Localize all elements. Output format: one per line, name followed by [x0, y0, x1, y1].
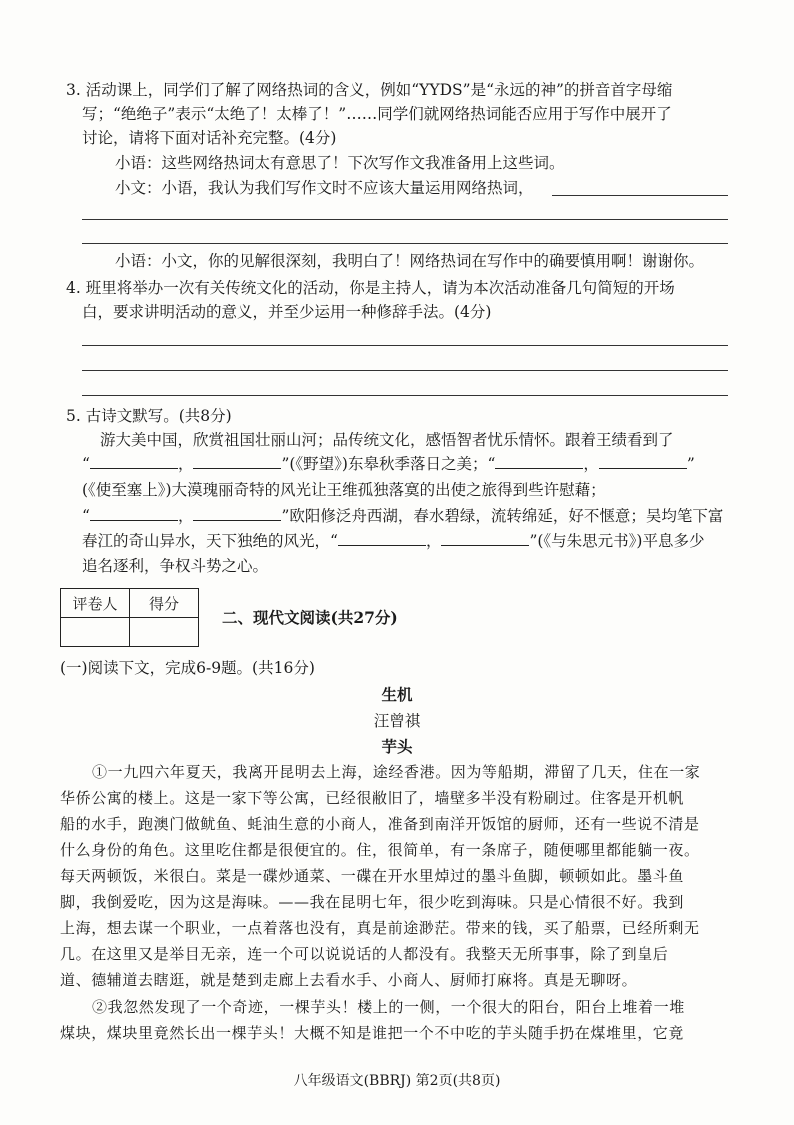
- q5-line-4: “ ， ”欧阳修泛舟西湖，春水碧绿，流转绵延，好不惬意；吴均笔下富: [82, 507, 724, 525]
- article-author: 汪曾祺: [373, 712, 421, 730]
- paragraph-line: 几。在这里又是举目无亲，连一个可以说说话的人都没有。我整天无所事事，除了到皇后: [60, 945, 669, 963]
- q4-line-1: 4. 班里将举办一次有关传统文化的活动，你是主持人，请为本次活动准备几句简短的开场: [66, 279, 675, 297]
- fill-blank[interactable]: [193, 454, 281, 469]
- article-subtitle: 芋头: [381, 737, 413, 756]
- paragraph-line: 华侨公寓的楼上。这是一家下等公寓，已经很敝旧了，墙壁多半没有粉刷过。住客是开机帆: [60, 789, 685, 807]
- paragraph-line: 上海，想去谋一个职业，一点着落也没有，真是前途渺茫。带来的钱，买了船票，已经所剩无: [60, 919, 700, 937]
- q3-dialog-xiaowen: 小文：小语，我认为我们写作文时不应该大量运用网络热词，: [115, 179, 534, 197]
- score-table-header-grader: 评卷人: [61, 589, 130, 618]
- paragraph-line: ①一九四六年夏天，我离开昆明去上海，途经香港。因为等船期，滞留了几天，住在一家: [92, 763, 701, 781]
- q5-line-3: (《使至塞上》)大漠瑰丽奇特的风光让王维孤独落寞的出使之旅得到些许慰藉；: [82, 481, 606, 499]
- q3-dialog-reply: 小语：小文，你的见解很深刻，我明白了！网络热词在写作中的确要慎用啊！谢谢你。: [115, 252, 705, 270]
- section-subtitle: (一)阅读下文，完成6-9题。(共16分): [60, 659, 315, 677]
- paragraph-line: 脚，我倒爱吃，因为这是海味。——我在昆明七年，很少吃到海味。只是心情很不好。我到: [60, 893, 685, 911]
- score-cell[interactable]: [130, 618, 199, 647]
- q3-line-2: 写；“绝绝子”表示“太绝了！太棒了！”……同学们就网络热词能否应用于写作中展开了: [82, 105, 672, 123]
- paragraph-line: 道、德辅道去瞎逛，就是楚到走廊上去看水手、小商人、厨师打麻将。真是无聊呀。: [60, 971, 638, 989]
- q3-line-3: 讨论，请将下面对话补充完整。(4分): [82, 129, 337, 147]
- q5-line-5: 春江的奇山异水，天下独绝的风光，“ ， ”(《与朱思元书》)平息多少: [82, 532, 705, 550]
- grader-cell[interactable]: [61, 618, 130, 647]
- q5-line-6: 追名逐利，争权斗势之心。: [82, 557, 269, 575]
- answer-line[interactable]: [82, 243, 728, 244]
- q5-line-1: 游大美中国，欣赏祖国壮丽山河；品传统文化，感悟智者忧乐情怀。跟着王绩看到了: [100, 431, 674, 449]
- fill-blank[interactable]: [599, 454, 687, 469]
- article-title: 生机: [381, 685, 413, 704]
- answer-line[interactable]: [82, 370, 728, 371]
- q3-line-1: 3. 活动课上，同学们了解了网络热词的含义，例如“YYDS”是“永远的神”的拼音首字母缩: [66, 81, 673, 99]
- paragraph-line: 什么身份的角色。这里吃住都是很便宜的。住，很简单，有一条席子，随便哪里都能躺一夜。: [60, 841, 700, 859]
- fill-blank[interactable]: [495, 454, 583, 469]
- fill-blank[interactable]: [338, 531, 426, 546]
- paragraph-line: 煤块，煤块里竟然长出一棵芋头！大概不知是谁把一个不中吃的芋头随手扔在煤堆里，它竟: [60, 1024, 685, 1042]
- q4-line-2: 白，要求讲明活动的意义，并至少运用一种修辞手法。(4分): [82, 303, 492, 321]
- q5-line-2: “ ， ”(《野望》)东皋秋季落日之美；“ ， ”: [82, 455, 695, 473]
- score-table-header-score: 得分: [130, 589, 199, 618]
- page-footer: 八年级语文(BBRJ) 第2页(共8页): [293, 1073, 501, 1089]
- answer-line[interactable]: [552, 195, 728, 196]
- score-table: [60, 588, 199, 647]
- paragraph-line: 每天两顿饭，米很白。菜是一碟炒通菜、一碟在开水里焯过的墨斗鱼脚，顿顿如此。墨斗鱼: [60, 867, 685, 885]
- q5-title: 5. 古诗文默写。(共8分): [66, 407, 232, 425]
- answer-line[interactable]: [82, 395, 728, 396]
- answer-line[interactable]: [82, 219, 728, 220]
- paragraph-line: 船的水手，跑澳门做鱿鱼、蚝油生意的小商人，准备到南洋开饭馆的厨师，还有一些说不清是: [60, 815, 700, 833]
- fill-blank[interactable]: [90, 506, 178, 521]
- q3-dialog-xiaoyu: 小语：这些网络热词太有意思了！下次写作文我准备用上这些词。: [115, 154, 565, 172]
- section-title: 二、现代文阅读(共27分): [222, 608, 398, 627]
- paragraph-line: ②我忽然发现了一个奇迹，一棵芋头！楼上的一侧，一个很大的阳台，阳台上堆着一堆: [92, 998, 685, 1016]
- fill-blank[interactable]: [90, 454, 178, 469]
- answer-line[interactable]: [82, 345, 728, 346]
- fill-blank[interactable]: [193, 506, 281, 521]
- fill-blank[interactable]: [441, 531, 529, 546]
